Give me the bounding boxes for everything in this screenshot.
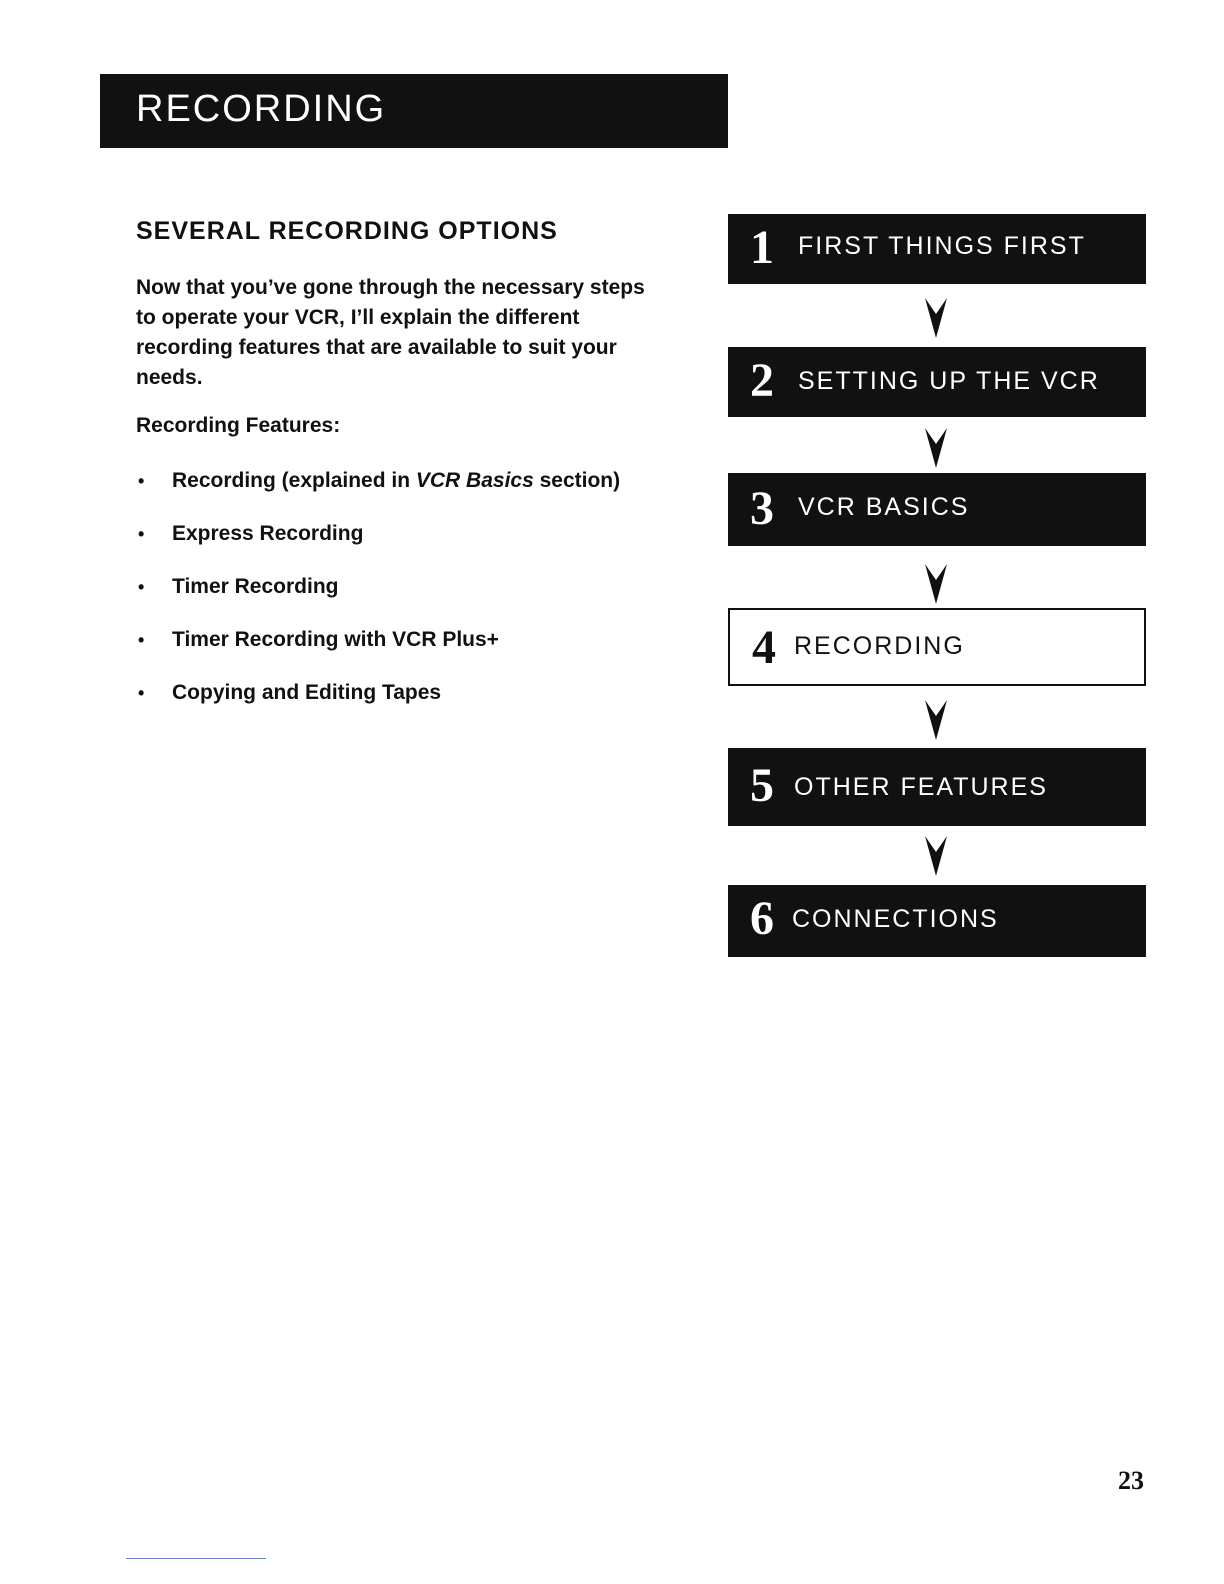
features-label: Recording Features: [136,414,341,437]
bullet-icon: • [138,630,145,650]
feature-item [136,519,636,549]
step-label: FIRST THINGS FIRST [798,232,1086,260]
step-recording-current [728,608,1146,686]
feature-item [136,625,636,655]
step-setting-up-the-vcr [728,347,1146,417]
step-number: 3 [750,482,774,535]
step-number: 1 [750,221,774,274]
step-number: 4 [752,621,776,674]
down-arrow-icon [923,426,949,470]
down-arrow-icon [923,834,949,878]
feature-item [136,678,636,708]
intro-paragraph: Now that you’ve gone through the necessary steps to operate your VCR, I’ll explain the different recording features that are available to suit your needs. [136,276,645,389]
step-number: 5 [750,759,774,812]
step-other-features [728,748,1146,826]
chapter-title: RECORDING [136,88,387,130]
bullet-icon: • [138,524,145,544]
feature-text: Timer Recording [172,575,339,598]
section-heading: SEVERAL RECORDING OPTIONS [136,217,558,245]
step-label: CONNECTIONS [792,905,999,933]
down-arrow-icon [923,562,949,606]
step-first-things-first [728,214,1146,284]
step-number: 2 [750,354,774,407]
bullet-icon: • [138,683,145,703]
step-label: SETTING UP THE VCR [798,367,1100,395]
step-number: 6 [750,892,774,945]
step-label: VCR BASICS [798,493,970,521]
feature-text: Copying and Editing Tapes [172,681,442,704]
step-label: OTHER FEATURES [794,773,1048,801]
chapter-banner [100,74,728,148]
down-arrow-icon [923,698,949,742]
footer-rule [126,1558,266,1559]
step-connections [728,885,1146,957]
page-number: 23 [1118,1466,1144,1495]
feature-list [136,466,636,731]
feature-text: Timer Recording with VCR Plus+ [172,628,499,651]
bullet-icon: • [138,577,145,597]
step-label: RECORDING [794,632,965,660]
feature-text: Recording (explained in [172,469,416,492]
feature-text: Express Recording [172,522,364,545]
feature-text-italic: VCR Basics [415,469,534,492]
bullet-icon: • [138,471,145,491]
feature-item [136,466,636,496]
feature-text-suffix: section) [533,469,621,492]
feature-item [136,572,636,602]
step-vcr-basics [728,473,1146,546]
down-arrow-icon [923,296,949,340]
